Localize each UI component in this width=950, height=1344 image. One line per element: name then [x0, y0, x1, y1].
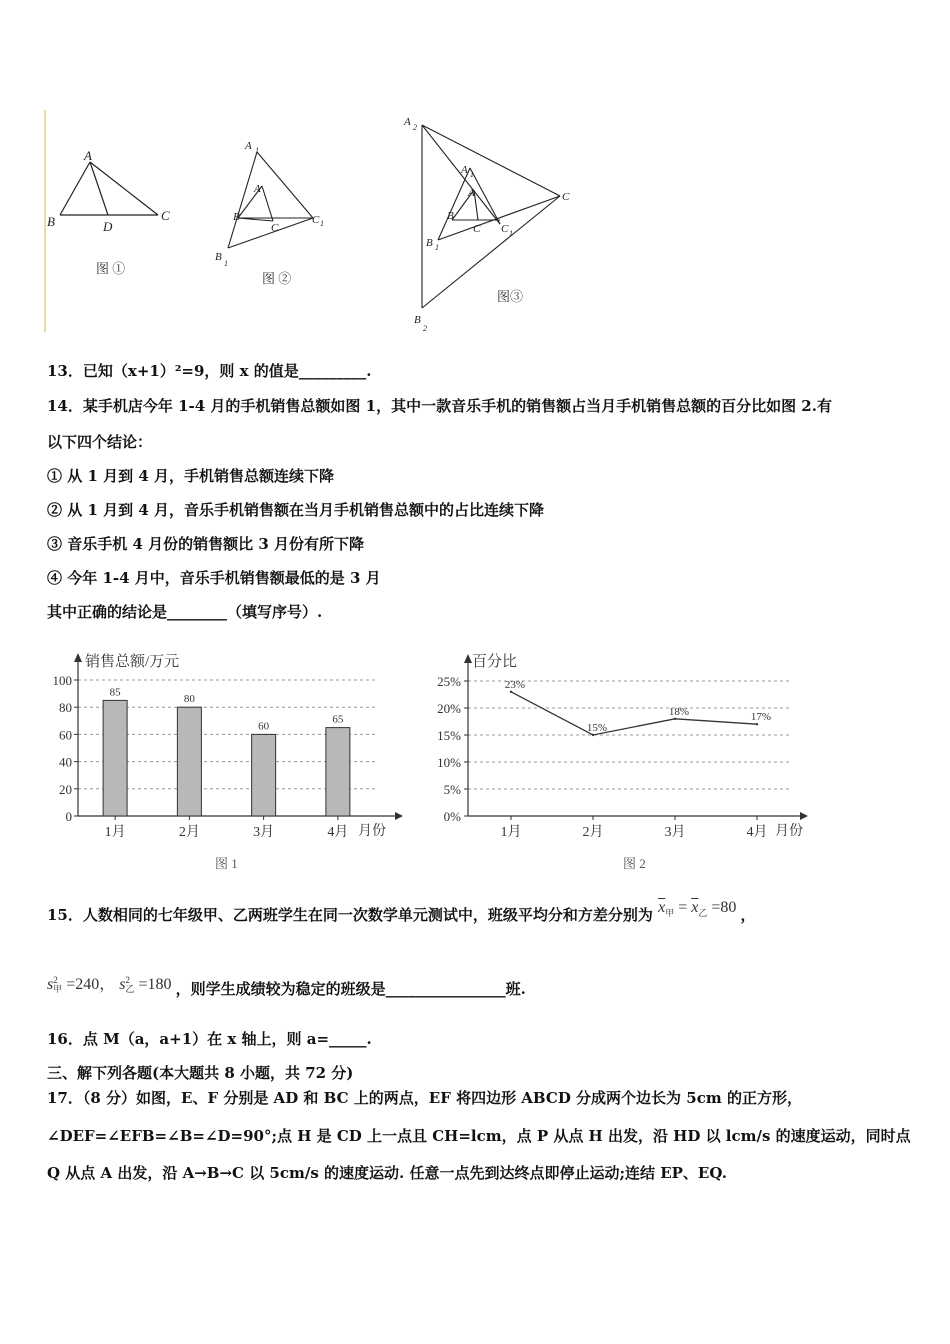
- geometry-figures: [0, 100, 620, 340]
- section-heading: 三、解下列各题(本大题共 8 小题，共 72 分): [47, 1064, 354, 1082]
- line-point: [510, 691, 512, 693]
- var-jia-s: s: [47, 976, 54, 993]
- var-yi-s: s: [119, 976, 126, 993]
- line-category-label: 2月: [582, 825, 604, 840]
- bar-value-label: 60: [258, 720, 270, 733]
- fig2-label-c: C: [271, 222, 279, 234]
- line-point: [674, 718, 676, 720]
- bar-ytick-label: 0: [65, 809, 72, 824]
- fig3-label-a2: A: [404, 116, 411, 128]
- fig3-label-c1-sub: 1: [509, 229, 513, 238]
- question-17-line3: Q 从点 A 出发，沿 A→B→C 以 5cm/s 的速度运动. 任意一点先到达终点即停止运动;连结 EP、EQ.: [47, 1164, 727, 1182]
- line-value-label: 23%: [504, 678, 526, 691]
- line-chart-xlabel: 月份: [775, 824, 803, 839]
- fig2-label-b1: B: [215, 251, 222, 263]
- fig3-label-a1-sub: 1: [470, 170, 474, 179]
- bar-chart-ylabel: 销售总额/万元: [85, 654, 180, 670]
- fig2-label-a: A: [254, 183, 261, 195]
- fig2-label-a1: A: [245, 140, 252, 152]
- question-17-line2: ∠DEF=∠EFB=∠B=∠D=90°;点 H 是 CD 上一点且 CH=lcm，点 P 从点 H 出发，沿 HD 以 lcm/s 的速度运动，同时点: [47, 1127, 911, 1145]
- fig2-label-c1-sub: 1: [320, 219, 324, 228]
- bar-category-label: 3月: [253, 825, 275, 840]
- line-chart: [425, 645, 825, 880]
- question-14-ask: 其中正确的结论是________（填写序号）.: [47, 603, 323, 621]
- var-yi-sq: 2: [125, 975, 131, 986]
- bar-value-label: 65: [332, 713, 344, 726]
- bar-ytick-label: 40: [59, 754, 72, 770]
- line-y-arrow: [464, 654, 472, 663]
- bar: [326, 728, 350, 816]
- fig2-label-a1-sub: 1: [255, 146, 259, 155]
- line-value-label: 17%: [750, 711, 772, 724]
- fig3-label-c1: C: [501, 223, 509, 235]
- fig1-label-a: A: [84, 148, 92, 163]
- var-yi-val: =180: [138, 976, 172, 993]
- line-value-label: 18%: [668, 705, 690, 718]
- var-jia-sub: 甲: [53, 984, 63, 995]
- bar-category-label: 4月: [327, 825, 349, 840]
- mean-yi-x: $\overline{x}$: [691, 899, 699, 916]
- fig2-label-b1-sub: 1: [224, 259, 228, 268]
- bar-value-label: 80: [183, 693, 195, 706]
- fig3-label-cc: C: [562, 191, 570, 203]
- line-category-label: 4月: [746, 825, 768, 840]
- bar: [252, 734, 276, 816]
- bar-y-arrow: [74, 653, 82, 662]
- line-ytick-label: 15%: [437, 728, 461, 743]
- bar-chart-caption: 图 1: [215, 856, 238, 871]
- figure-3: [422, 125, 560, 308]
- fig2-label-c1: C: [312, 214, 320, 226]
- question-14-intro2: 以下四个结论：: [47, 433, 153, 451]
- bar-category-label: 1月: [104, 825, 126, 840]
- question-15-line1: [47, 899, 756, 927]
- fig3-label-b: B: [447, 210, 454, 222]
- fig3-label-b1-sub: 1: [435, 243, 439, 252]
- line-chart-caption: 图 2: [623, 856, 646, 871]
- mean-formula: [658, 899, 740, 919]
- conclusion-2: ② 从 1 月到 4 月，音乐手机销售额在当月手机销售总额中的占比连续下降: [47, 501, 544, 519]
- bar: [177, 707, 201, 816]
- fig3-label-a: A: [468, 187, 475, 199]
- question-14-intro: 14．某手机店今年 1-4 月的手机销售总额如图 1，其中一款音乐手机的销售额占当月手机销售总额的百分比如图 2.有: [47, 397, 832, 415]
- fig3-label-a2-sub: 2: [413, 123, 417, 132]
- bar-ytick-label: 60: [59, 727, 72, 743]
- mean-eq1: =: [678, 899, 688, 916]
- line-category-label: 1月: [500, 825, 522, 840]
- bar-ytick-label: 20: [59, 781, 72, 797]
- question-15-comma: ，: [740, 906, 756, 924]
- var-yi-sub: 乙: [125, 984, 135, 995]
- figure-1: [60, 162, 158, 215]
- var-jia-val: =240，: [66, 976, 116, 993]
- line-ytick-label: 5%: [443, 782, 461, 797]
- mean-jia-x: $\overline{x}$: [658, 899, 666, 916]
- line-ytick-label: 20%: [437, 701, 461, 716]
- line-value-label: 15%: [586, 722, 608, 734]
- question-15-line2: [47, 976, 526, 999]
- fig3-label-b2-sub: 2: [423, 324, 427, 333]
- conclusion-3: ③ 音乐手机 4 月份的销售额比 3 月份有所下降: [47, 535, 364, 553]
- question-16: 16．点 M（a，a+1）在 x 轴上，则 a=_____.: [47, 1030, 372, 1048]
- question-15-text1: 15．人数相同的七年级甲、乙两班学生在同一次数学单元测试中，班级平均分和方差分别为: [47, 906, 653, 924]
- fig1-caption: 图 ①: [96, 261, 126, 276]
- line-point: [756, 723, 758, 725]
- line-chart-ylabel: 百分比: [472, 654, 518, 670]
- fig1-label-c: C: [161, 208, 170, 223]
- line-x-arrow: [800, 812, 808, 820]
- fig3-label-b1: B: [426, 237, 433, 249]
- bar-value-label: 85: [109, 686, 121, 699]
- mean-eq2: =80: [711, 899, 737, 916]
- bar: [103, 700, 127, 816]
- line-ytick-label: 0%: [443, 809, 461, 824]
- fig2-caption: 图 ②: [262, 271, 292, 286]
- question-17-line1: 17．（8 分）如图，E、F 分别是 AD 和 BC 上的两点，EF 将四边形 ABCD 分成两个边长为 5cm 的正方形，: [47, 1089, 802, 1107]
- line-ytick-label: 10%: [437, 755, 461, 770]
- fig3-label-b2: B: [414, 314, 421, 326]
- fig3-label-a1: A: [461, 164, 468, 176]
- line-category-label: 3月: [664, 825, 686, 840]
- fig2-label-b: B: [233, 211, 240, 223]
- bar-chart-xlabel: 月份: [358, 824, 386, 839]
- fig3-label-c: C: [473, 223, 481, 235]
- line-series: [511, 692, 757, 735]
- mean-yi-sub: 乙: [698, 908, 708, 919]
- line-point: [592, 734, 594, 736]
- bar-category-label: 2月: [178, 825, 200, 840]
- bar-chart: [30, 645, 410, 880]
- conclusion-1: ① 从 1 月到 4 月，手机销售总额连续下降: [47, 467, 334, 485]
- mean-jia-sub: 甲: [665, 908, 675, 919]
- var-jia-sq: 2: [53, 975, 58, 986]
- bar-x-arrow: [395, 812, 403, 820]
- fig1-label-d: D: [103, 219, 113, 234]
- conclusion-4: ④ 今年 1-4 月中，音乐手机销售额最低的是 3 月: [47, 569, 381, 587]
- variance-formula: [47, 976, 176, 993]
- question-13: 13．已知（x+1）²=9，则 x 的值是_________.: [47, 362, 372, 380]
- fig3-caption: 图③: [497, 289, 524, 304]
- bar-ytick-label: 80: [59, 700, 72, 716]
- bar-ytick-label: 100: [52, 673, 72, 688]
- question-15-text2: ，则学生成绩较为稳定的班级是________________班.: [175, 980, 526, 998]
- line-ytick-label: 25%: [437, 674, 461, 689]
- fig1-label-b: B: [47, 214, 55, 229]
